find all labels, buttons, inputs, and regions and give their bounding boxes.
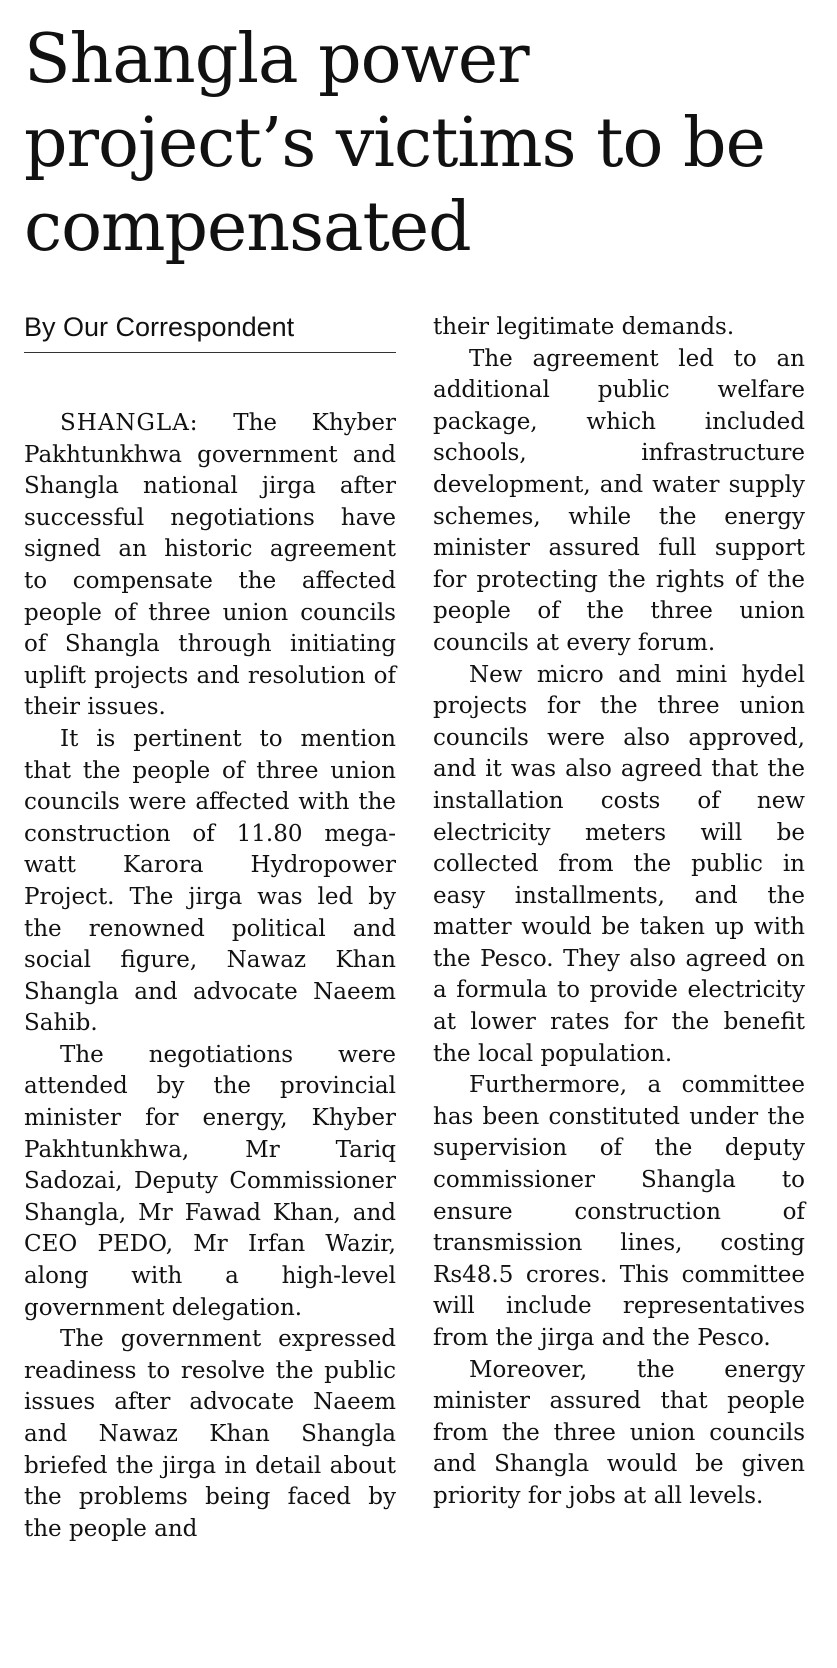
paragraph: Moreover, the energy minister assured that people from the three union councils and Shangla would be given priority for jobs at all levels.: [433, 1356, 805, 1509]
paragraph: [24, 408, 396, 724]
paragraph: The negotiations were attended by the provincial minister for energy, Khyber Pakhtunkhwa, Mr Tariq Sadozai, Deputy Commissioner Shangla, Mr Fawad Khan, and CEO PEDO, Mr Irfan Wazir, along with a high-level government delegation.: [24, 1041, 396, 1321]
paragraph: New micro and mini hydel projects for the three union councils were also approved, and it was also agreed that the installation costs of new electricity meters will be collected from the public in easy installments, and the matter would be taken up with the Pesco. They also agreed on a formula to provide electricity at lower rates for the benefit the local population.: [433, 661, 805, 1067]
article-column-right: [433, 312, 805, 1513]
headline: Shangla power project’s victims to be compensated: [24, 20, 765, 267]
paragraph-continued: their legitimate demands.: [433, 314, 735, 340]
paragraph: The government expressed readiness to resolve the public issues after advocate Naeem and Nawaz Khan Shangla briefed the jirga in detail about the problems being faced by the people and: [24, 1326, 396, 1542]
paragraph: Furthermore, a committee has been constituted under the supervision of the deputy commissioner Shangla to ensure construction of transmission lines, costing Rs48.5 crores. This committee will include representatives from the jirga and the Pesco.: [433, 1072, 805, 1351]
paragraph: It is pertinent to mention that the people of three union councils were affected with the construction of 11.80 megawatt Karora Hydropower Project. The jirga was led by the renowned political and social figure, Nawaz Khan Shangla and advocate Naeem Sahib.: [24, 725, 396, 1037]
paragraph-text: The Khyber Pakhtunkhwa government and Shangla national jirga after successful negotiations have signed an historic agreement to compensate the affected people of three union councils of Shangla through initiating uplift projects and resolution of their issues.: [24, 410, 396, 721]
dateline: SHANGLA:: [60, 410, 199, 436]
paragraph: The agreement led to an additional public welfare package, which included schools, infrastructure development, and water supply schemes, while the energy minister assured full support for protecting the rights of the people of the three union councils at every forum.: [433, 345, 805, 656]
byline: By Our Correspondent: [24, 310, 396, 353]
article-column-left: [24, 408, 396, 1545]
